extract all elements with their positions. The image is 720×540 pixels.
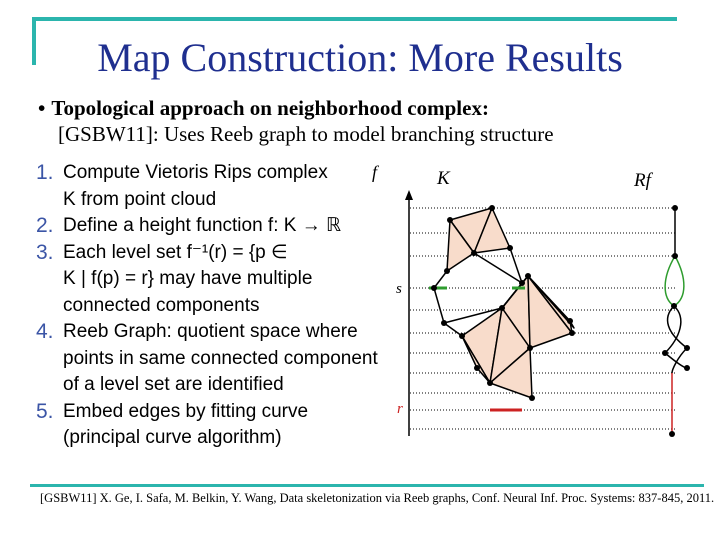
slide-title: Map Construction: More Results bbox=[97, 35, 623, 80]
bullet-dot-icon: • bbox=[38, 96, 46, 120]
bullet-reference: [GSBW11]: Uses Reeb graph to model branching structure bbox=[58, 122, 554, 146]
bullet-heading bbox=[38, 96, 489, 121]
step-line: Compute Vietoris Rips complex bbox=[63, 162, 328, 183]
level-s-label: s bbox=[396, 281, 402, 297]
step-line: Define a height function f: K → ℝ bbox=[63, 215, 342, 236]
step-line: K from point cloud bbox=[63, 188, 217, 210]
step-line: K | f(p) = r} may have multiple bbox=[63, 268, 313, 289]
steps-list bbox=[36, 160, 396, 452]
reeb-vertices bbox=[662, 205, 690, 437]
step-line: of a level set are identified bbox=[63, 374, 284, 395]
step-1 bbox=[36, 160, 396, 213]
reeb-graph bbox=[665, 208, 687, 434]
citation-footnote: [GSBW11] X. Ge, I. Safa, M. Belkin, Y. Wang, Data skeletonization via Reeb graphs, Conf. Neural Inf. Proc. Systems: 837-845, 2011. bbox=[40, 491, 715, 505]
step-line: points in same connected component bbox=[63, 347, 378, 369]
step-5 bbox=[36, 399, 396, 452]
reeb-rf-label: Rf bbox=[634, 170, 651, 191]
complex-triangles bbox=[447, 208, 574, 398]
complex-k-label: K bbox=[437, 168, 450, 189]
f-axis-arrow-icon bbox=[405, 190, 413, 200]
step-2 bbox=[36, 213, 396, 240]
step-number: 3. bbox=[36, 240, 54, 264]
step-line: Embed edges by fitting curve bbox=[63, 400, 309, 422]
frame-top-bar bbox=[32, 17, 677, 21]
reeb-graph-figure bbox=[362, 158, 702, 452]
bullet-heading-text: Topological approach on neighborhood complex: bbox=[51, 96, 489, 120]
step-number: 4. bbox=[36, 320, 54, 343]
step-number: 5. bbox=[36, 399, 54, 423]
step-3 bbox=[36, 240, 396, 320]
step-line: (principal curve algorithm) bbox=[63, 427, 282, 448]
footer-divider bbox=[30, 484, 704, 487]
step-number: 2. bbox=[36, 214, 54, 237]
level-r-label: r bbox=[397, 401, 403, 417]
step-number: 1. bbox=[36, 161, 54, 184]
step-line: connected components bbox=[63, 294, 260, 316]
f-axis-label: f bbox=[372, 162, 378, 182]
step-line: Each level set f⁻¹(r) = {p ∈ bbox=[63, 241, 288, 263]
step-line: Reeb Graph: quotient space where bbox=[63, 321, 358, 342]
step-4 bbox=[36, 319, 396, 399]
